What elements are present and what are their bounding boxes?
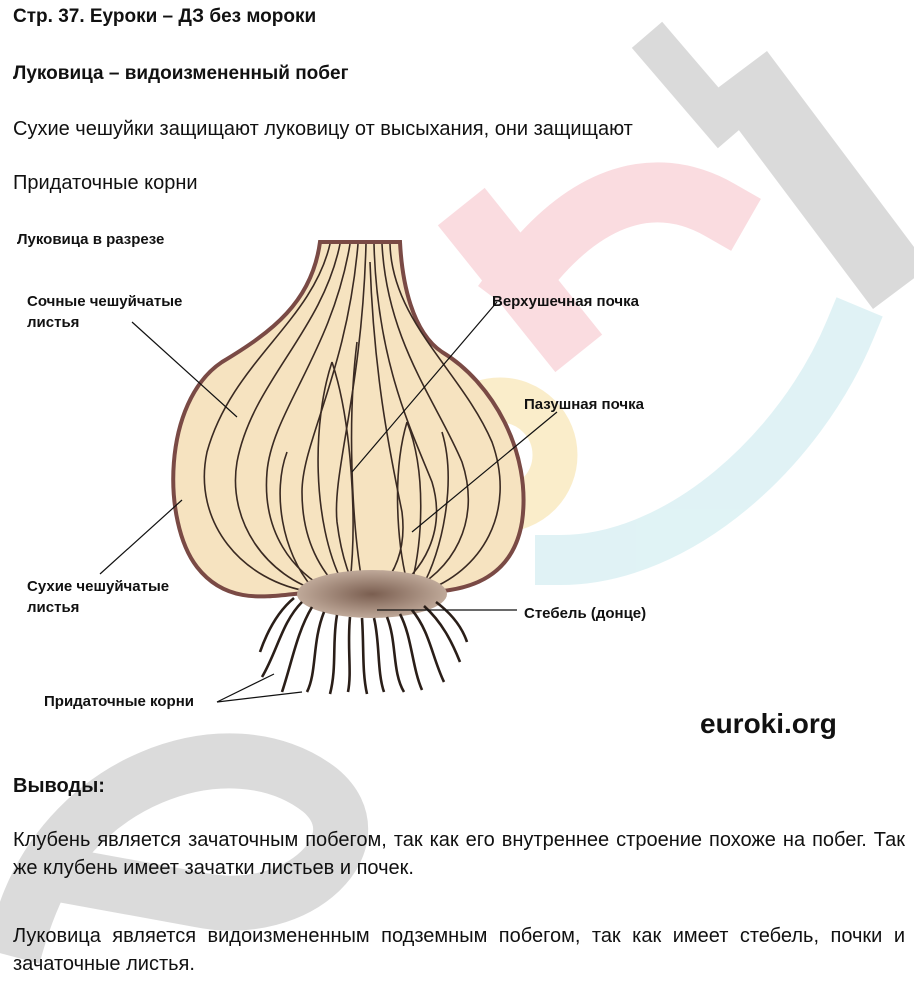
label-roots: Придаточные корни — [44, 693, 194, 710]
paragraph-dry-scales: Сухие чешуйки защищают луковицу от высыхания, они защищают — [13, 118, 633, 140]
label-dry-leaves-2: листья — [27, 599, 80, 616]
label-apical-bud: Верхушечная почка — [492, 293, 639, 310]
conclusion-tuber: Клубень является зачаточным побегом, так как его внутреннее строение похоже на побег. Так же клубень имеет зачатки листьев и почек. — [13, 829, 905, 879]
paragraph-adventitious-roots: Придаточные корни — [13, 172, 198, 194]
label-succulent-leaves-1: Сочные чешуйчатые — [27, 293, 183, 310]
page-title: Стр. 37. Еуроки – ДЗ без мороки — [13, 6, 317, 27]
label-axillary-bud: Пазушная почка — [524, 396, 644, 413]
site-logo-text: euroki.org — [700, 708, 837, 739]
figure-caption: Луковица в разрезе — [17, 231, 165, 248]
label-succulent-leaves-2: листья — [27, 314, 80, 331]
conclusions-heading: Выводы: — [13, 775, 105, 797]
stem-base — [297, 570, 447, 618]
conclusion-bulb: Луковица является видоизмененным подземным побегом, так как имеет стебель, почки и зачаточные листья. — [13, 925, 905, 975]
section-subtitle: Луковица – видоизмененный побег — [13, 63, 349, 84]
label-stem: Стебель (донце) — [524, 605, 647, 622]
label-dry-leaves-1: Сухие чешуйчатые — [27, 578, 170, 595]
onion-diagram — [12, 222, 712, 722]
